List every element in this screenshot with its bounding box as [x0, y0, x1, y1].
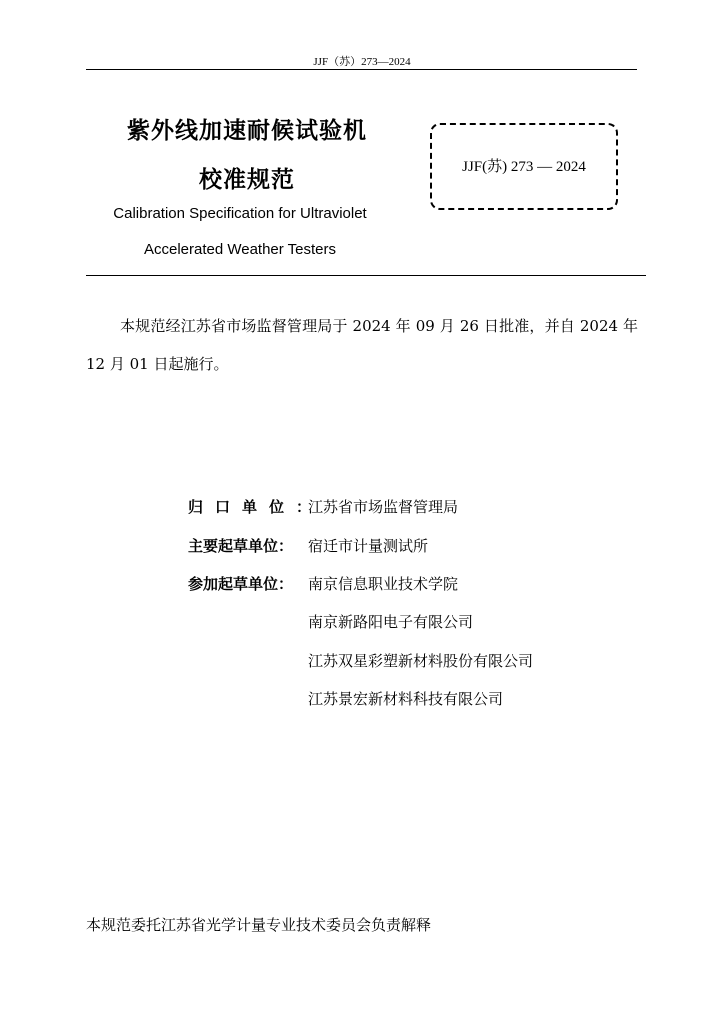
title-chinese-line1: 紫外线加速耐候试验机 [127, 118, 367, 144]
title-english-line2: Accelerated Weather Testers [143, 241, 337, 258]
participating-units-label: 参加起草单位： [188, 575, 294, 593]
header-standard-code: JJF（苏）273—2024 [313, 56, 411, 68]
footer-interpretation-note: 本规范委托江苏省光学计量专业技术委员会负责解释 [86, 916, 432, 934]
title-english-line1: Calibration Specification for Ultraviolet [113, 205, 367, 222]
participating-unit-1: 南京信息职业技术学院 [308, 575, 459, 593]
approval-statement: 本规范经江苏省市场监督管理局于 2024 年 09 月 26 日批准，并自 2024 年 12 月 01 日起施行。 [86, 317, 638, 373]
standard-code-text: JJF(苏) 273 — 2024 [462, 159, 586, 175]
title-chinese-line2: 校准规范 [199, 167, 295, 193]
participating-unit-4: 江苏景宏新材料科技有限公司 [308, 690, 504, 708]
participating-unit-2: 南京新路阳电子有限公司 [308, 613, 474, 631]
responsible-unit-value: 江苏省市场监督管理局 [308, 498, 459, 516]
participating-unit-3: 江苏双星彩塑新材料股份有限公司 [308, 652, 534, 670]
main-drafter-value: 宿迁市计量测试所 [308, 537, 429, 555]
main-drafter-label: 主要起草单位： [188, 537, 294, 555]
responsible-unit-label: 归口单位： [188, 498, 324, 516]
header-rule [86, 69, 637, 70]
title-divider [86, 275, 646, 276]
